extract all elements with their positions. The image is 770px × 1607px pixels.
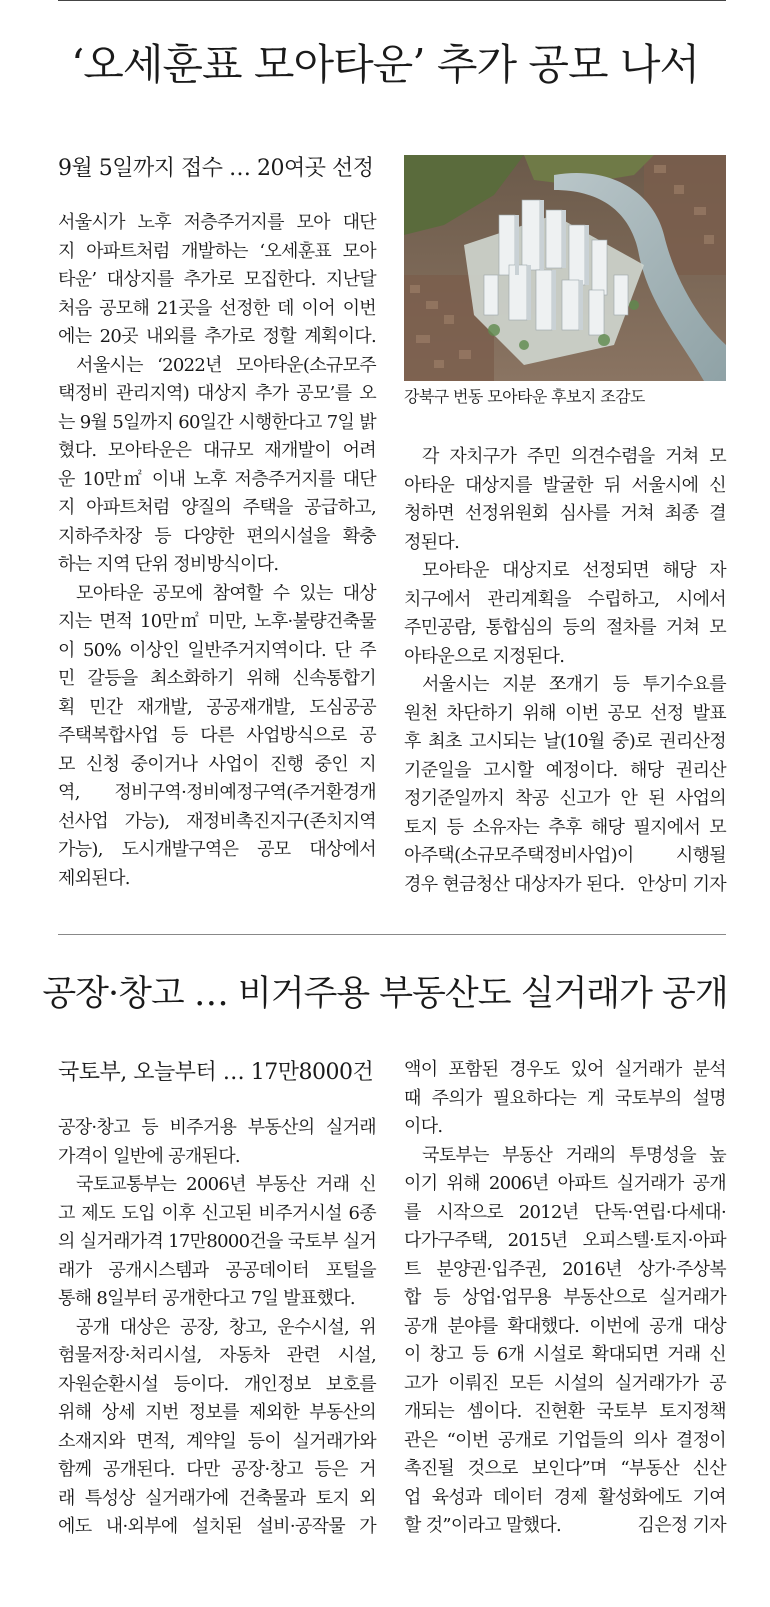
text-line: 정된다.	[404, 531, 460, 553]
text-line: 소재지와 면적, 계약일 등이 실거래가와	[58, 1430, 376, 1452]
text-line: 때 주의가 필요하다는 게 국토부의 설명	[404, 1087, 726, 1109]
text-line: 국토부는 부동산 거래의 투명성을 높	[422, 1144, 726, 1166]
text-line: 치구에서 관리계획을 수립하고, 시에서	[404, 588, 726, 610]
text-line: 험물저장·처리시설, 자동차 관련 시설,	[58, 1345, 376, 1366]
text-line: 트 분양권·입주권, 2016년 상가·주상복	[404, 1258, 726, 1280]
text-line: 는 9월 5일까지 60일간 시행한다고 7일 밝	[58, 411, 376, 433]
text-line: 고 제도 도입 이후 신고된 비주거시설 6종	[58, 1202, 376, 1224]
text-line: 함께 공개된다. 다만 공장·창고 등은 거	[58, 1459, 376, 1480]
text-line: 국토교통부는 2006년 부동산 거래 신	[76, 1174, 376, 1195]
text-line: 지 아파트처럼 개발하는 ‘오세훈표 모아	[58, 240, 376, 262]
article2-byline: 김은정 기자	[637, 1515, 726, 1536]
text-line: 지 아파트처럼 양질의 주택을 공급하고,	[58, 497, 376, 518]
text-line: 아타운 대상지를 발굴한 뒤 서울시에 신	[404, 474, 726, 496]
text-line: 후 최초 고시되는 날(10월 중)로 권리산정	[404, 731, 726, 752]
text-line: 모아타운 대상지로 선정되면 해당 자	[422, 560, 726, 581]
text-line: 이 50% 이상인 일반주거지역이다. 단 주	[58, 639, 376, 661]
text-line: 운 10만㎡ 이내 노후 저층주거지를 대단	[58, 468, 376, 490]
article1-byline: 안상미 기자	[637, 873, 726, 895]
text-line: 역, 정비구역·정비예정구역(주거환경개	[58, 782, 376, 803]
text-line: 공개 대상은 공장, 창고, 운수시설, 위	[76, 1316, 376, 1338]
article1-column-1	[58, 209, 376, 893]
text-line: 위해 상세 지번 정보를 제외한 부동산의	[58, 1402, 376, 1423]
text-line: 촉진될 것으로 보인다”며 “부동산 신산	[404, 1458, 726, 1479]
text-line: 에는 20곳 내외를 추가로 정할 계획이다.	[58, 326, 376, 347]
article2-column-1	[58, 1114, 376, 1542]
text-line-content: 할 것”이라고 말했다.	[404, 1515, 562, 1536]
article1-photo-aerial-rendering	[404, 155, 726, 381]
text-line: 지하주차장 등 다양한 편의시설을 확충	[58, 525, 376, 547]
text-line: 아타운으로 지정된다.	[404, 645, 565, 667]
text-line: 아주택(소규모주택정비사업)이 시행될	[404, 845, 726, 866]
text-line: 공장·창고 등 비주거용 부동산의 실거래	[58, 1117, 376, 1138]
article2-headline: 공장·창고 … 비거주용 부동산도 실거래가 공개	[42, 974, 728, 1014]
text-line: 획 민간 재개발, 공공재개발, 도심공공	[58, 696, 376, 718]
article2-subhead: 국토부, 오늘부터 … 17만8000건	[58, 1060, 374, 1085]
top-divider	[58, 0, 726, 1]
text-line: 서울시가 노후 저층주거지를 모아 대단	[58, 212, 376, 233]
text-line	[404, 1512, 726, 1541]
text-line: 하는 지역 단위 정비방식이다.	[58, 554, 279, 575]
text-line: 이다.	[404, 1116, 443, 1137]
text-line: 통해 8일부터 공개한다고 7일 발표했다.	[58, 1288, 355, 1309]
text-line: 정기준일까지 착공 신고가 안 된 사업의	[404, 788, 726, 809]
text-line: 민 갈등을 최소화하기 위해 신속통합기	[58, 668, 376, 689]
text-line: 합 등 상업·업무용 부동산으로 실거래가	[404, 1287, 726, 1308]
text-line: 액이 포함된 경우도 있어 실거래가 분석	[404, 1059, 726, 1080]
text-line: 이 창고 등 6개 시설로 확대되면 거래 신	[404, 1344, 726, 1365]
text-line: 주택복합사업 등 다른 사업방식으로 공	[58, 725, 376, 746]
text-line: 의 실거래가격 17만8000건을 국토부 실거	[58, 1231, 377, 1252]
text-line: 래 특성상 실거래가에 건축물과 토지 외	[58, 1487, 376, 1509]
article2-column-2	[404, 1056, 726, 1541]
text-line: 에도 내·외부에 설치된 설비·공작물 가	[58, 1516, 376, 1537]
text-line: 택정비 관리지역) 대상지 추가 공모’를 오	[58, 383, 376, 404]
text-line: 원천 차단하기 위해 이번 공모 선정 발표	[404, 702, 726, 724]
text-line: 모아타운 공모에 참여할 수 있는 대상	[76, 582, 376, 604]
text-line: 가격이 일반에 공개된다.	[58, 1145, 240, 1167]
text-line: 다가구주택, 2015년 오피스텔·토지·아파	[404, 1230, 726, 1251]
text-line: 업 육성과 데이터 경제 활성화에도 기여	[404, 1486, 726, 1508]
text-line-content: 경우 현금청산 대상자가 된다.	[404, 873, 625, 895]
text-line: 제외된다.	[58, 867, 130, 889]
text-line: 서울시는 ‘2022년 모아타운(소규모주	[76, 354, 376, 376]
text-line: 개되는 셈이다. 진현환 국토부 토지정책	[404, 1401, 726, 1422]
text-line	[404, 871, 726, 900]
article-divider	[58, 934, 726, 935]
text-line: 선사업 가능), 재정비촉진지구(존치지역	[58, 810, 376, 832]
text-line: 를 시작으로 2012년 단독·연립·다세대·	[404, 1201, 726, 1223]
text-line: 이기 위해 2006년 아파트 실거래가 공개	[404, 1173, 726, 1194]
text-line: 서울시는 지분 쪼개기 등 투기수요를	[422, 674, 726, 695]
text-line: 각 자치구가 주민 의견수렴을 거쳐 모	[422, 446, 726, 467]
text-line: 타운’ 대상지를 추가로 모집한다. 지난달	[58, 269, 376, 290]
text-line: 기준일을 고시할 예정이다. 해당 권리산	[404, 759, 726, 781]
text-line: 지는 면적 10만㎡ 미만, 노후·불량건축물	[58, 611, 376, 632]
article1-subhead: 9월 5일까지 접수 … 20여곳 선정	[58, 156, 374, 181]
article1-photo-caption: 강북구 번동 모아타운 후보지 조감도	[404, 387, 645, 406]
text-line: 모 신청 중이거나 사업이 진행 중인 지	[58, 753, 376, 775]
text-line: 고가 이뤄진 모든 시설의 실거래가가 공	[404, 1372, 726, 1394]
article1-column-2	[404, 443, 726, 899]
text-line: 관은 “이번 공개로 기업들의 의사 결정이	[404, 1429, 726, 1451]
text-line: 래가 공개시스템과 공공데이터 포털을	[58, 1259, 376, 1281]
text-line: 청하면 선정위원회 심사를 거쳐 최종 결	[404, 503, 726, 524]
text-line: 공개 분야를 확대했다. 이번에 공개 대상	[404, 1315, 726, 1337]
text-line: 자원순환시설 등이다. 개인정보 보호를	[58, 1373, 376, 1395]
text-line: 주민공람, 통합심의 등의 절차를 거쳐 모	[404, 617, 726, 638]
text-line: 혔다. 모아타운은 대규모 재개발이 어려	[58, 440, 376, 461]
text-line: 가능), 도시개발구역은 공모 대상에서	[58, 839, 376, 860]
text-line: 토지 등 소유자는 추후 해당 필지에서 모	[404, 816, 726, 838]
aerial-rendering-image	[404, 155, 726, 381]
text-line: 처음 공모해 21곳을 선정한 데 이어 이번	[58, 297, 376, 319]
article1-headline: ‘오세훈표 모아타운’ 추가 공모 나서	[70, 40, 700, 89]
